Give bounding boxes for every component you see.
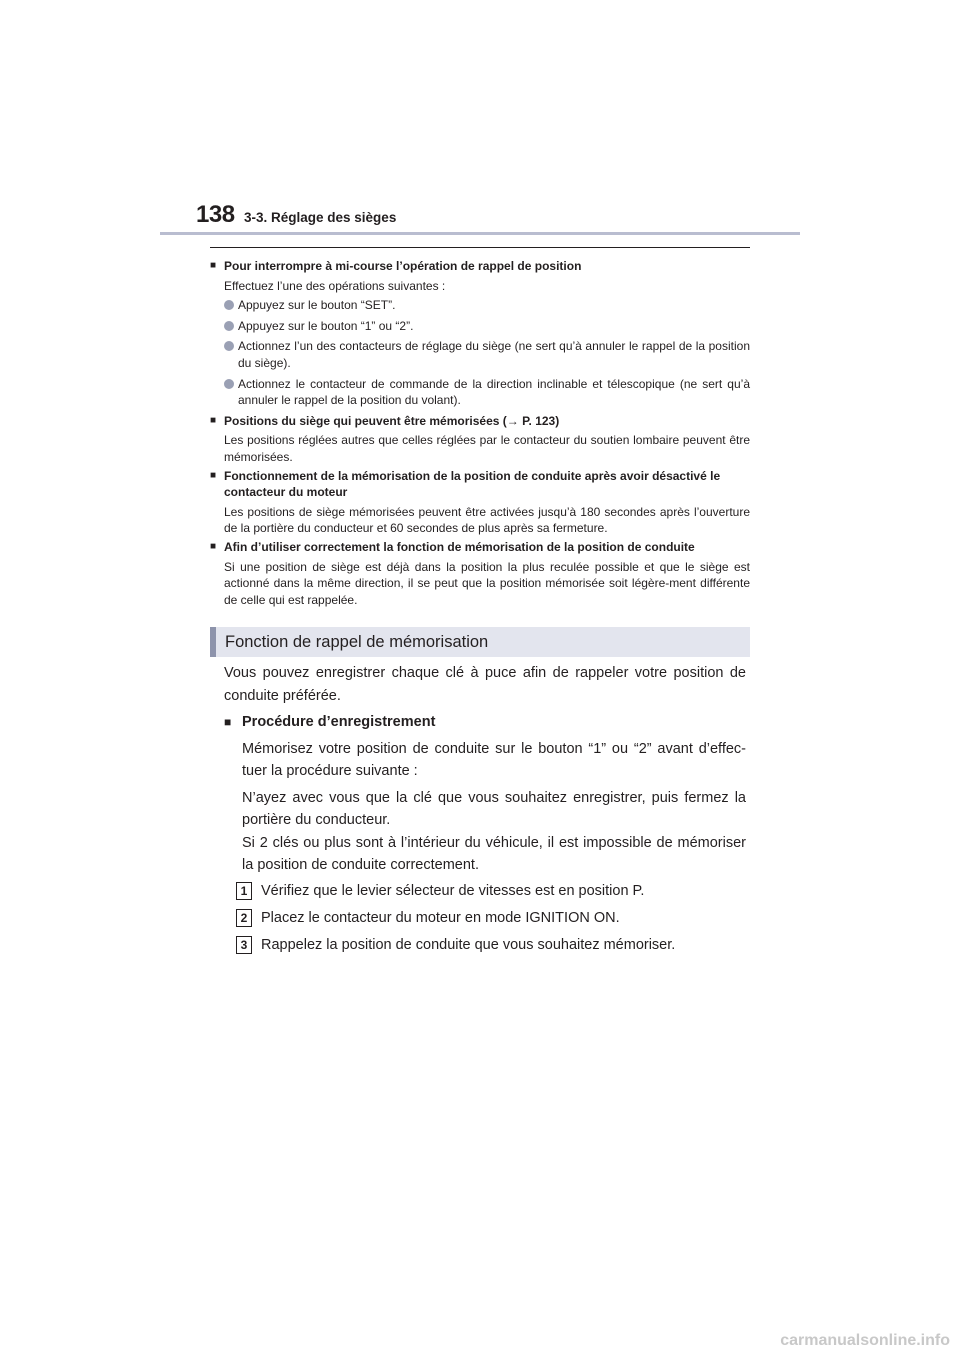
list-item: Appuyez sur le bouton “1” ou “2”. <box>224 318 750 335</box>
note-body: Les positions de siège mémorisées peuvent être activées jusqu’à 180 secondes après l’ouverture de la portière du conducteur et 60 secondes de plus après sa fermeture. <box>224 504 750 536</box>
step-number-badge: 3 <box>236 936 252 954</box>
note-heading: Fonctionnement de la mémorisation de la position de conduite après avoir désactivé le contacteur du moteur <box>224 468 721 500</box>
subheading: Procédure d’enregistrement <box>242 714 436 730</box>
step-item <box>236 878 756 904</box>
step-text: Vérifiez que le levier sélecteur de vitesses est en position P. <box>261 883 645 899</box>
step-item <box>236 905 756 931</box>
paragraph: Mémorisez votre position de conduite sur le bouton “1” ou “2” avant d’effec-tuer la procédure suivante : <box>242 740 746 779</box>
list-item: Appuyez sur le bouton “SET”. <box>224 297 750 314</box>
note-interrupt-recall <box>210 258 750 409</box>
bullet-list <box>210 297 750 409</box>
paragraph: N’ayez avec vous que la clé que vous souhaitez enregistrer, puis fermez la portière du conducteur. <box>242 789 746 828</box>
note-body: Si une position de siège est déjà dans la position la plus reculée possible et que le siège est actionné dans la même direction, il se peut que la position mémorisée soit légère-ment différente de celle qui est rappelée. <box>224 559 750 607</box>
page-header <box>0 0 960 240</box>
step-number-badge: 1 <box>236 882 252 900</box>
square-bullet-icon: ■ <box>210 469 217 481</box>
circle-bullet-icon <box>224 300 234 310</box>
running-section-title: 3-3. Réglage des sièges <box>244 210 397 225</box>
note-body: Les positions réglées autres que celles réglées par le contacteur du soutien lombaire peuvent être mémorisées. <box>224 433 750 464</box>
circle-bullet-icon <box>224 341 234 351</box>
note-after-engine-off <box>210 468 750 537</box>
section-heading: Fonction de rappel de mémorisation <box>225 632 489 651</box>
notes-block <box>210 258 750 610</box>
content-top-rule <box>210 247 750 248</box>
header-divider <box>160 232 800 235</box>
note-memorizable-positions <box>210 413 750 466</box>
page-number: 138 <box>196 201 235 228</box>
section-body <box>224 662 746 881</box>
step-text: Placez le contacteur du moteur en mode IGNITION ON. <box>261 910 620 926</box>
section-heading-band <box>210 627 750 657</box>
square-bullet-icon: ■ <box>210 414 217 426</box>
step-item <box>236 932 756 958</box>
step-text: Rappelez la position de conduite que vous souhaitez mémoriser. <box>261 937 676 953</box>
section-intro: Vous pouvez enregistrer chaque clé à puce afin de rappeler votre position de conduite préférée. <box>224 665 746 704</box>
section-accent-bar <box>210 627 216 657</box>
square-bullet-icon: ■ <box>210 260 217 271</box>
circle-bullet-icon <box>224 321 234 331</box>
step-number-badge: 2 <box>236 909 252 927</box>
square-bullet-icon: ■ <box>224 715 232 729</box>
circle-bullet-icon <box>224 379 234 389</box>
paragraph: Si 2 clés ou plus sont à l’intérieur du véhicule, il est impossible de mémoriser la position de conduite correctement. <box>242 834 746 873</box>
note-correct-usage <box>210 539 750 608</box>
step-list <box>236 878 756 959</box>
square-bullet-icon: ■ <box>210 540 217 552</box>
note-intro: Effectuez l’une des opérations suivantes : <box>224 278 446 293</box>
list-item: Actionnez le contacteur de commande de la direction inclinable et télescopique (ne sert qu’à annuler le rappel de la position du volant). <box>224 376 750 409</box>
list-item: Actionnez l’un des contacteurs de réglage du siège (ne sert qu’à annuler le rappel de la position du siège). <box>224 338 750 371</box>
note-heading: Afin d’utiliser correctement la fonction de mémorisation de la position de conduite <box>224 539 695 554</box>
note-heading: Pour interrompre à mi-course l’opération de rappel de position <box>224 259 582 273</box>
note-heading[interactable]: Positions du siège qui peuvent être mémorisées (→ P. 123) <box>224 413 560 428</box>
watermark: carmanualsonline.info <box>780 1332 950 1349</box>
